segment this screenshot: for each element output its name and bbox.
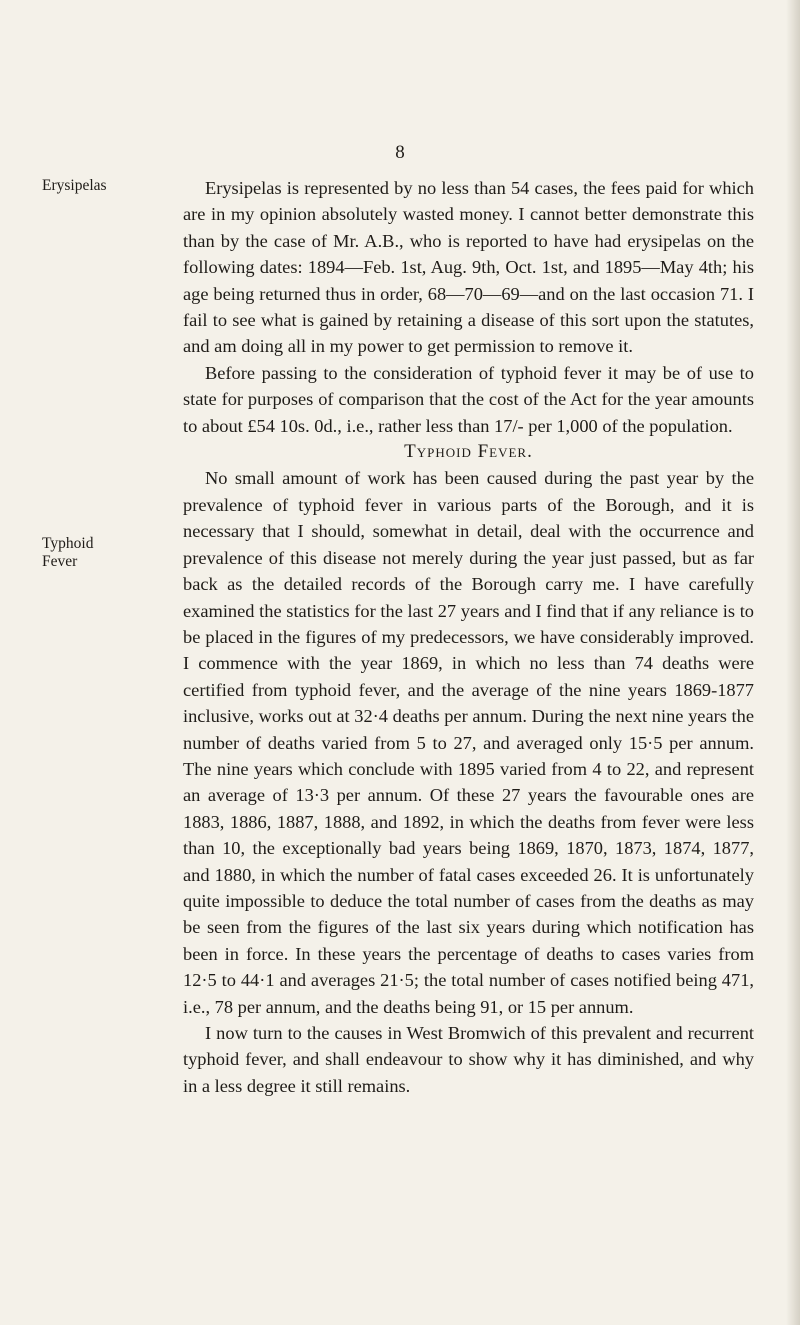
paragraph-cost-of-act: Before passing to the consideration of typhoid fever it may be of use to state for purposes of comparison that the cost of the Act for the year amounts to about £54 10s. 0d., i.e., rather less than 17/- per 1,000 of the population. [183, 362, 754, 436]
margin-note-typhoid-fever: Typhoid Fever [42, 535, 94, 570]
section-heading-typhoid-fever: Typhoid Fever. [404, 441, 533, 463]
page-edge-shadow [786, 0, 800, 1325]
paragraph-typhoid-causes: I now turn to the causes in West Bromwich of this prevalent and recurrent typhoid fever, and shall endeavour to show why it has diminished, and why in a less degree it still remains. [183, 1023, 754, 1096]
paragraph-erysipelas: Erysipelas is represented by no less than 54 cases, the fees paid for which are in my opinion absolutely wasted money. I cannot better demonstrate this than by the case of Mr. A.B., who is reported to have had erysipelas on the following dates: 1894—Feb. 1st, Aug. 9th, Oct. 1st, and 1895—May 4th; his age being returned thus in order, 68—70—69—and on the last occasion 71. I fail to see what is gained by retaining a disease of this sort upon the statutes, and am doing all in my power to get permission to remove it. [183, 178, 754, 357]
paragraph-typhoid-statistics: No small amount of work has been caused during the past year by the prevalence of typhoid fever in various parts of the Borough, and it is necessary that I should, somewhat in detail, deal with the occurrence and prevalence of this disease not merely during the year just passed, but as far back as the detailed records of the Borough carry me. I have carefully examined the statistics for the last 27 years and I find that if any reliance is to be placed in the figures of my predecessors, we have considerably improved. I commence with the year 1869, in which no less than 74 deaths were certified from typhoid fever, and the average of the nine years 1869-1877 inclusive, works out at 32·4 deaths per annum. During the next nine years the number of deaths varied from 5 to 27, and averaged only 15·5 per annum. The nine years which conclude with 1895 varied from 4 to 22, and represent an average of 13·3 per annum. Of these 27 years the favourable ones are 1883, 1886, 1887, 1888, and 1892, in which the deaths from fever were less than 10, the exceptionally bad years being 1869, 1870, 1873, 1874, 1877, and 1880, in which the number of fatal cases exceeded 26. It is unfortunately quite impossible to deduce the total number of cases from the deaths as may be seen from the figures of the last six years during which notification has been in force. In these years the percentage of deaths to cases varies from 12·5 to 44·1 and averages 21·5; the total number of cases notified being 471, i.e., 78 per annum, and the deaths being 91, or 15 per annum. [183, 468, 754, 1017]
page-number: 8 [395, 142, 405, 163]
margin-note-erysipelas: Erysipelas [42, 177, 107, 194]
body-text [183, 175, 754, 1099]
